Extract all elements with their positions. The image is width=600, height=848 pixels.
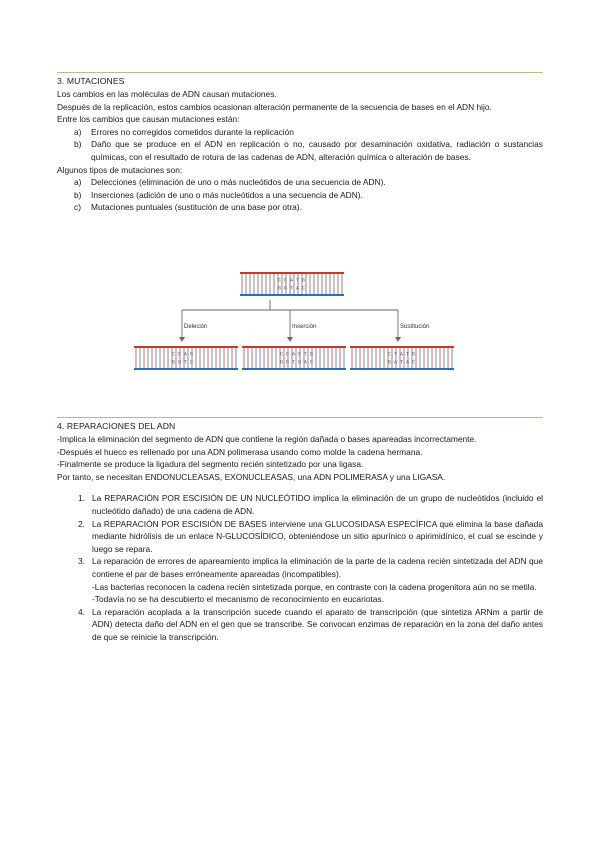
list-item-text (92, 606, 543, 644)
dna-bases-top: C T A T G (388, 351, 416, 358)
list-item-text: Errores no corregidos cometidos durante la replicación (91, 126, 294, 137)
section-mutations (57, 75, 543, 214)
list-item-label: b) (74, 189, 82, 200)
list-item-line: La reparación de errores de apareamiento implica la eliminación de la parte de la cadena recién sintetizada del ADN que contiene el par de bases erróneamente apareadas (incompatibles). (92, 556, 543, 579)
dna-bases-bottom: G G T C (172, 359, 194, 366)
list-item-line: La REPARACIÓN POR ESCISIÓN DE BASES interviene una GLUCOSIDASA ESPECÍFICA que elimina la base dañada mediante hidrólisis de un enlace N-GLUCOSÍDICO, obteniéndose un sitio apurínico o apirimidínico, el cual se escinde y luego se repara. (92, 518, 543, 554)
list-item (78, 492, 543, 517)
dna-bases-bottom: G G T A C (278, 285, 306, 292)
repair-line-3: -Finalmente se produce la ligadura del segmento recién sintetizado por una ligasa. (57, 459, 364, 470)
list-item (78, 555, 543, 605)
dna-insertion (242, 346, 346, 370)
label-substitution: Sustitución (400, 324, 430, 330)
repair-line-4: Por tanto, se necesitan ENDONUCLEASAS, EXONUCLEASAS, una ADN POLIMERASA y una LIGASA. (57, 471, 446, 482)
dna-bases-bottom: G A T A C (388, 359, 416, 366)
arrowhead-icon (179, 337, 185, 342)
section-divider (57, 417, 543, 418)
repair-line-1: -Implica la eliminación del segmento de ADN que contiene la región dañada o bases apareadas incorrectamente. (57, 433, 477, 444)
list-item-label: a) (74, 177, 82, 188)
list-item (74, 138, 543, 163)
list-item (74, 189, 543, 202)
causes-list (74, 126, 543, 164)
list-item (74, 126, 543, 139)
list-item-text (92, 555, 543, 605)
dna-substitution (350, 346, 454, 370)
dna-strand-top (134, 346, 238, 348)
list-item (78, 606, 543, 644)
dna-strand-top (242, 346, 346, 348)
dna-strand-top (350, 346, 454, 348)
dna-strand-bottom (350, 368, 454, 370)
dna-strand-bottom (240, 294, 344, 296)
list-item-number: 2. (78, 518, 85, 529)
label-insertion: Inserción (292, 324, 317, 330)
dna-strand-top (240, 272, 344, 274)
diagram-connectors (182, 300, 398, 338)
section-3-title: 3. MUTACIONES (57, 76, 125, 86)
repair-line-2: -Después el hueco es rellenado por una ADN polimerasa usando como molde la cadena hermana. (57, 446, 423, 457)
list-item (78, 518, 543, 556)
list-item-text (92, 492, 543, 517)
section-4-title: 4. REPARACIONES DEL ADN (57, 421, 176, 431)
top-divider (57, 72, 543, 73)
arrowhead-icon (395, 337, 401, 342)
dna-original (240, 272, 344, 296)
list-item-label: a) (74, 126, 82, 137)
list-item (74, 176, 543, 189)
dna-strand-bottom (242, 368, 346, 370)
mutations-replication: Después de la replicación, estos cambios ocasionan alteración permanente de la secuencia de bases en el ADN hijo. (57, 101, 492, 112)
list-item-number: 3. (78, 556, 85, 567)
dna-bases-top: C C A G (172, 351, 194, 358)
types-list (74, 176, 543, 214)
list-item-label: b) (74, 139, 82, 150)
dna-bases-bottom: G G T G A C (280, 359, 314, 366)
arrow-heads (179, 337, 401, 342)
mutations-intro: Los cambios en las moléculas de ADN causan mutaciones. (57, 88, 277, 99)
list-item-text: Mutaciones puntuales (sustitución de una base por otra). (91, 202, 302, 213)
list-item-number: 4. (78, 606, 85, 617)
dna-bases-top: C C A C T G (280, 351, 314, 358)
list-item-text: Inserciones (adición de uno o más nucleótidos a una secuencia de ADN). (91, 189, 363, 200)
mutation-types-intro: Algunos tipos de mutaciones son: (57, 164, 183, 175)
list-item-text: Daño que se produce en el ADN en replicación o no, causado por desaminación oxidativa, radiación o sustancias químicas, con el resultado de rotura de las cadenas de ADN, alteración química o alteración de bases. (91, 139, 543, 162)
arrowhead-icon (287, 337, 293, 342)
list-item-line: -Las bacterias reconocen la cadena recién sintetizada porque, en contraste con la cadena progenitora aún no se metila. (92, 581, 537, 592)
list-item-line: La reparación acoplada a la transcripción sucede cuando el aparato de transcripción (que sintetiza ARNm a partir de ADN) detecta daño del ADN en el gen que se transcribe. Se convocan enzimas de reparación en la zona del daño antes de que se reinicie la transcripción. (92, 606, 543, 643)
dna-bases-top: C C A T G (278, 277, 306, 284)
dna-deletion (134, 346, 238, 370)
list-item-line: -Todavía no se ha descubierto el mecanismo de reconocimiento en eucariotas. (92, 594, 384, 605)
dna-strand-bottom (134, 368, 238, 370)
repair-types-list (78, 492, 543, 643)
list-item-line: La REPARACIÓN POR ESCISIÓN DE UN NUCLEÓTIDO implica la eliminación de un grupo de nucleótidos (incluido el nucleótido dañado) de una cadena de ADN. (92, 493, 543, 516)
list-item-text (92, 518, 543, 556)
label-deletion: Deleción (184, 324, 208, 330)
list-item-number: 1. (78, 493, 85, 504)
list-item-text: Delecciones (eliminación de uno o más nucleótidos de una secuencia de ADN). (91, 177, 386, 188)
list-item (74, 201, 543, 214)
mutations-causes-intro: Entre los cambios que causan mutaciones están: (57, 114, 240, 125)
section-repairs (57, 420, 543, 644)
list-item-label: c) (74, 202, 81, 213)
mutation-diagram (130, 268, 470, 388)
